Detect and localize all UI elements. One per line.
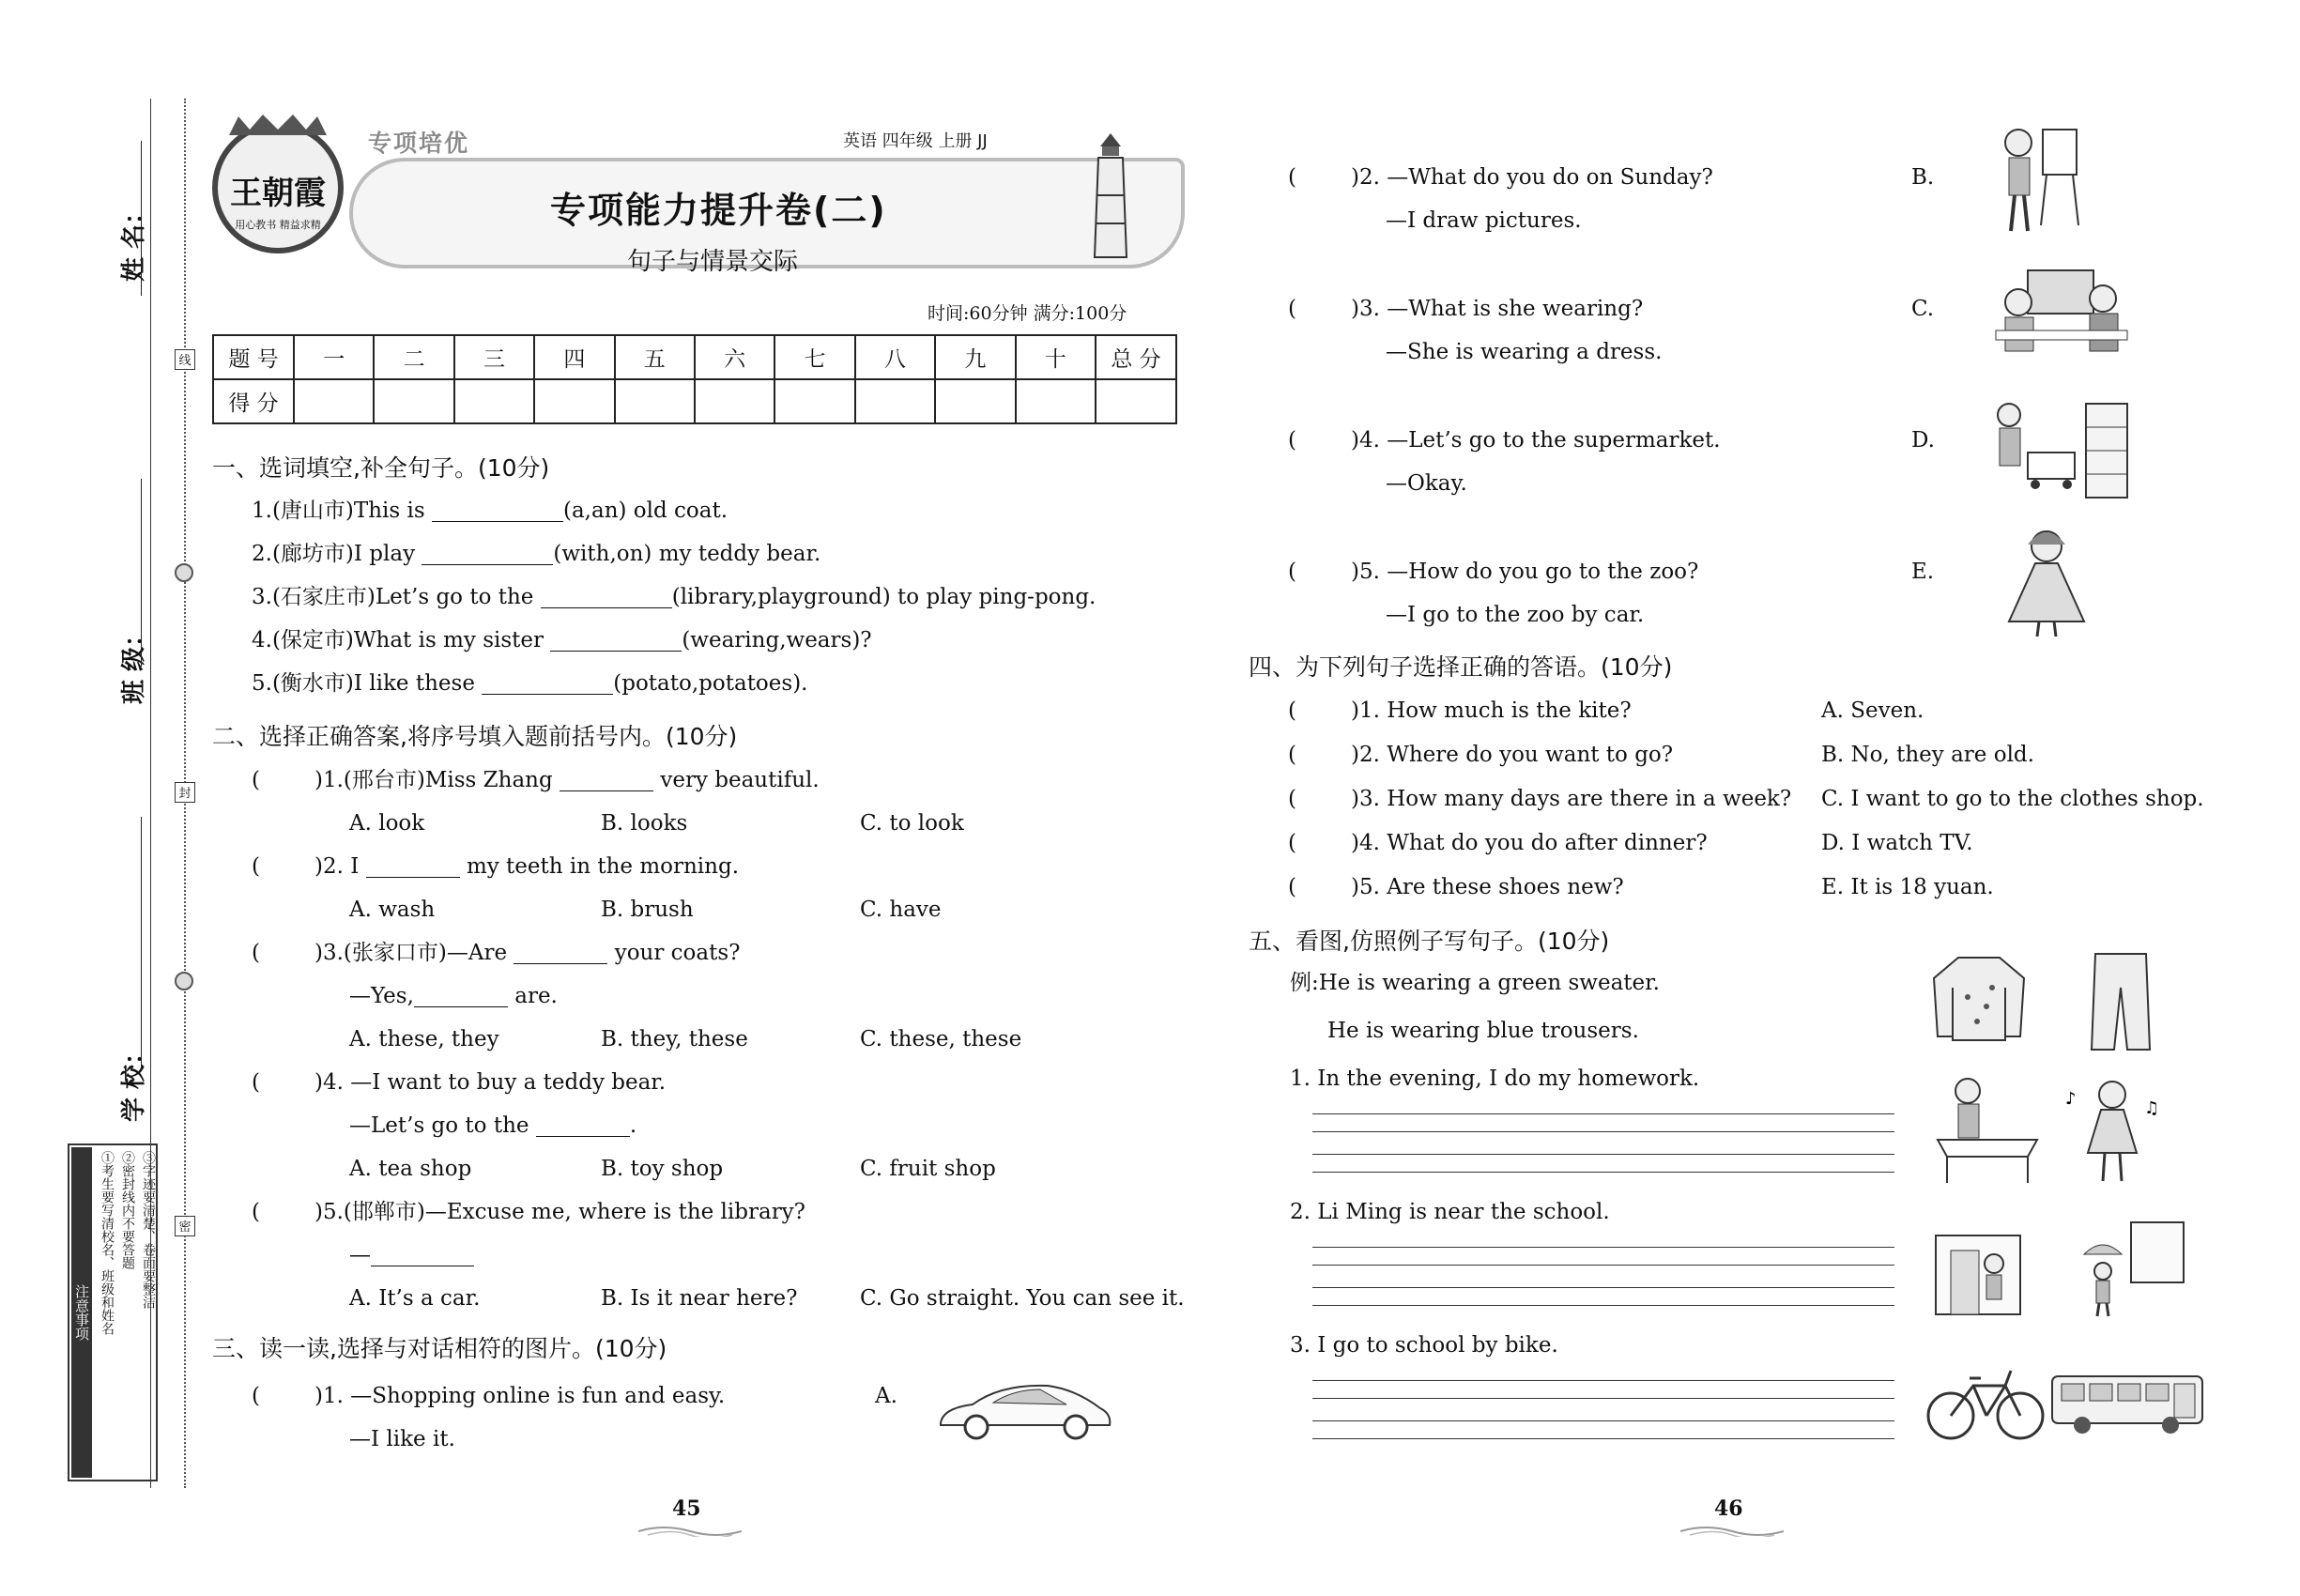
- answer-blank[interactable]: [414, 1006, 508, 1007]
- boy-near-building-picture: [2065, 1217, 2187, 1324]
- score-cell: 总 分: [1096, 335, 1176, 379]
- score-input[interactable]: [935, 379, 1015, 423]
- answer-blank[interactable]: [560, 790, 653, 791]
- s5-title: 五、看图,仿照例子写句子。(10分): [1249, 928, 1610, 955]
- score-input[interactable]: [1016, 379, 1096, 423]
- binding-dot-icon: [175, 563, 193, 582]
- class-underline[interactable]: [141, 479, 142, 667]
- s3-q5: ( )5. —How do you go to the zoo?: [1288, 560, 1699, 584]
- car-picture: [935, 1376, 1113, 1446]
- score-cell: 五: [615, 335, 695, 379]
- score-cell: 六: [695, 335, 774, 379]
- online-shopping-picture: [1990, 265, 2131, 372]
- answer-blank[interactable]: [536, 1136, 630, 1137]
- s3-q4-line2: —Okay.: [1386, 471, 1467, 496]
- class-label: 班 级：: [120, 622, 148, 704]
- s4-a4: D. I watch TV.: [1821, 831, 1973, 855]
- s2-q5-line2: —: [349, 1245, 474, 1266]
- score-input[interactable]: [534, 379, 614, 423]
- s3-q1: ( )1. —Shopping online is fun and easy.: [252, 1384, 726, 1408]
- score-cell: 十: [1016, 335, 1096, 379]
- s4-q3: ( )3. How many days are there in a week?: [1288, 787, 1792, 811]
- score-cell: 八: [855, 335, 935, 379]
- score-input[interactable]: [695, 379, 774, 423]
- s3-opt-b: B.: [1911, 165, 1935, 190]
- score-input[interactable]: [374, 379, 453, 423]
- s2-q3: ( )3.(张家口市)—Are your coats?: [252, 941, 741, 965]
- writing-line[interactable]: [1312, 1113, 1894, 1114]
- s4-q1: ( )1. How much is the kite?: [1288, 698, 1632, 723]
- page-number-left: 45: [672, 1496, 701, 1521]
- score-cell: 二: [374, 335, 453, 379]
- score-label: 得 分: [213, 379, 294, 423]
- s4-a2: B. No, they are old.: [1821, 743, 2034, 767]
- score-input[interactable]: [1096, 379, 1176, 423]
- s2-q5-c[interactable]: C. Go straight. You can see it.: [860, 1286, 1185, 1311]
- girl-dress-picture: [2000, 526, 2093, 642]
- s3-q2: ( )2. —What do you do on Sunday?: [1288, 165, 1713, 190]
- seal-char-secret: 密: [175, 1216, 195, 1236]
- s4-a1: A. Seven.: [1821, 698, 1924, 723]
- girl-singing-picture: [2062, 1072, 2165, 1189]
- s3-opt-c: C.: [1911, 297, 1935, 321]
- s5-example-1: 例:He is wearing a green sweater.: [1290, 971, 1660, 995]
- name-underline[interactable]: [141, 141, 142, 296]
- score-row-header: [213, 335, 1176, 379]
- s2-title: 二、选择正确答案,将序号填入题前括号内。(10分): [212, 723, 738, 750]
- answer-blank[interactable]: [541, 607, 672, 608]
- s2-q1-a[interactable]: A. look: [349, 811, 425, 836]
- answer-blank[interactable]: [550, 651, 682, 652]
- notice-title: 注意事项: [71, 1147, 92, 1478]
- score-cell: 九: [935, 335, 1015, 379]
- trousers-picture: [2088, 950, 2154, 1057]
- s2-q4-line2: —Let’s go to the .: [349, 1113, 637, 1138]
- s5-q2: 2. Li Ming is near the school.: [1290, 1200, 1610, 1224]
- s2-q1-b[interactable]: B. looks: [601, 811, 688, 836]
- binding-dot-icon: [175, 972, 193, 990]
- s5-q3: 3. I go to school by bike.: [1290, 1333, 1558, 1358]
- s3-q3: ( )3. —What is she wearing?: [1288, 297, 1644, 321]
- logo-text: 王朝霞: [230, 175, 326, 212]
- writing-line[interactable]: [1312, 1380, 1894, 1381]
- score-input[interactable]: [855, 379, 935, 423]
- writing-line[interactable]: [1312, 1154, 1894, 1155]
- s2-q4: ( )4. —I want to buy a teddy bear.: [252, 1070, 667, 1095]
- sweater-picture: [1930, 950, 2028, 1048]
- header-meta: 英语 四年级 上册 JJ: [843, 131, 988, 151]
- answer-blank[interactable]: [482, 694, 613, 695]
- s2-q2-a[interactable]: A. wash: [349, 898, 436, 922]
- notice-item-2: ②密封线内不要答题: [120, 1151, 135, 1269]
- s2-q5-b[interactable]: B. Is it near here?: [601, 1286, 798, 1311]
- paper-subtitle: 句子与情景交际: [627, 248, 799, 276]
- score-input[interactable]: [774, 379, 854, 423]
- s2-q5-a[interactable]: A. It’s a car.: [349, 1286, 481, 1311]
- s4-a5: E. It is 18 yuan.: [1821, 875, 1994, 899]
- bus-picture: [2048, 1371, 2208, 1440]
- score-input[interactable]: [454, 379, 534, 423]
- seal-char-line: 线: [175, 349, 195, 370]
- writing-line[interactable]: [1312, 1172, 1894, 1173]
- s5-q1: 1. In the evening, I do my homework.: [1290, 1067, 1700, 1091]
- writing-line[interactable]: [1312, 1247, 1894, 1248]
- s4-q5: ( )5. Are these shoes new?: [1288, 875, 1624, 899]
- svg-text:♪: ♪: [2065, 1089, 2077, 1109]
- boy-drawing-picture: [1990, 122, 2084, 238]
- score-row-score: [213, 379, 1176, 423]
- s2-q2-c[interactable]: C. have: [860, 898, 942, 922]
- s2-q1-c[interactable]: C. to look: [860, 811, 964, 836]
- s2-q5: ( )5.(邯郸市)—Excuse me, where is the library?: [252, 1200, 806, 1224]
- answer-blank[interactable]: [366, 877, 460, 878]
- s2-q2-b[interactable]: B. brush: [601, 898, 694, 922]
- answer-blank[interactable]: [422, 564, 553, 565]
- seal-char-seal: 封: [175, 782, 195, 803]
- bike-picture: [1924, 1359, 2047, 1448]
- writing-line[interactable]: [1312, 1438, 1894, 1439]
- s1-item-5: 5.(衡水市)I like these (potato,potatoes).: [252, 671, 808, 696]
- s3-q2-line2: —I draw pictures.: [1386, 208, 1582, 233]
- page-wave-right: [1680, 1523, 1784, 1536]
- s4-a3: C. I want to go to the clothes shop.: [1821, 787, 2204, 811]
- writing-line[interactable]: [1312, 1305, 1894, 1306]
- s2-q3-line2: —Yes, are.: [349, 984, 558, 1008]
- notice-item-3: ③字迹要清楚、卷面要整洁: [141, 1151, 156, 1309]
- s2-q4-c[interactable]: C. fruit shop: [860, 1157, 996, 1181]
- paper-title: 专项能力提升卷(二): [550, 190, 887, 231]
- s3-opt-a: A.: [875, 1384, 897, 1408]
- writing-line[interactable]: [1312, 1420, 1894, 1421]
- answer-blank[interactable]: [514, 963, 607, 964]
- s4-q4: ( )4. What do you do after dinner?: [1288, 831, 1708, 855]
- writing-line[interactable]: [1312, 1398, 1894, 1399]
- s3-opt-d: D.: [1911, 428, 1935, 453]
- s3-q3-line2: —She is wearing a dress.: [1386, 340, 1663, 364]
- notice-box: [68, 1143, 158, 1481]
- logo-crown-icon: [229, 115, 327, 135]
- notice-item-1: ①考生要写清校名、班级和姓名: [100, 1151, 115, 1335]
- writing-line[interactable]: [1312, 1131, 1894, 1132]
- ribbon-label: 专项培优: [368, 130, 470, 157]
- s2-q4-b[interactable]: B. toy shop: [601, 1157, 724, 1181]
- writing-line[interactable]: [1312, 1265, 1894, 1266]
- s2-q3-c[interactable]: C. these, these: [860, 1027, 1022, 1051]
- page-wave-left: [638, 1523, 742, 1536]
- score-cell: 一: [294, 335, 374, 379]
- page-number-right: 46: [1714, 1496, 1743, 1521]
- s2-q3-a[interactable]: A. these, they: [349, 1027, 499, 1051]
- s1-item-1: 1.(唐山市)This is (a,an) old coat.: [252, 499, 728, 523]
- s2-q1: ( )1.(邢台市)Miss Zhang very beautiful.: [252, 768, 820, 792]
- svg-text:♫: ♫: [2144, 1098, 2160, 1118]
- s1-item-3: 3.(石家庄市)Let’s go to the (library,playground) to play ping-pong.: [252, 585, 1096, 609]
- s3-opt-e: E.: [1911, 560, 1935, 584]
- lighthouse-icon: [1089, 130, 1132, 261]
- answer-blank[interactable]: [432, 521, 563, 522]
- s2-q4-a[interactable]: A. tea shop: [349, 1157, 472, 1181]
- score-cell: 题 号: [213, 335, 294, 379]
- s4-q2: ( )2. Where do you want to go?: [1288, 743, 1674, 767]
- school-label: 学 校：: [120, 1039, 148, 1122]
- writing-line[interactable]: [1312, 1287, 1894, 1288]
- s2-q2: ( )2. I my teeth in the morning.: [252, 854, 740, 879]
- score-cell: 七: [774, 335, 854, 379]
- s3-title: 三、读一读,选择与对话相符的图片。(10分): [212, 1335, 667, 1362]
- school-underline[interactable]: [141, 817, 142, 1070]
- s3-q1-line2: —I like it.: [349, 1427, 455, 1451]
- s1-item-2: 2.(廊坊市)I play (with,on) my teddy bear.: [252, 542, 821, 566]
- time-info: 时间:60分钟 满分:100分: [928, 303, 1127, 324]
- logo: [212, 122, 344, 253]
- s5-example-2: He is wearing blue trousers.: [1327, 1019, 1639, 1043]
- s2-q3-b[interactable]: B. they, these: [601, 1027, 748, 1051]
- score-input[interactable]: [615, 379, 695, 423]
- s1-title: 一、选词填空,补全句子。(10分): [212, 454, 550, 482]
- score-cell: 三: [454, 335, 534, 379]
- score-cell: 四: [534, 335, 614, 379]
- boy-at-school-picture: [1932, 1226, 2045, 1324]
- name-label: 姓 名：: [120, 199, 148, 282]
- s4-title: 四、为下列句子选择正确的答语。(10分): [1249, 653, 1673, 681]
- score-input[interactable]: [294, 379, 374, 423]
- s1-item-4: 4.(保定市)What is my sister (wearing,wears)?: [252, 628, 872, 652]
- girl-homework-picture: [1930, 1072, 2043, 1189]
- logo-sub: 用心教书 精益求精: [235, 219, 321, 231]
- supermarket-picture: [1981, 394, 2131, 511]
- s3-q4: ( )4. —Let’s go to the supermarket.: [1288, 428, 1721, 453]
- score-table: [212, 334, 1177, 424]
- s3-q5-line2: —I go to the zoo by car.: [1386, 603, 1645, 627]
